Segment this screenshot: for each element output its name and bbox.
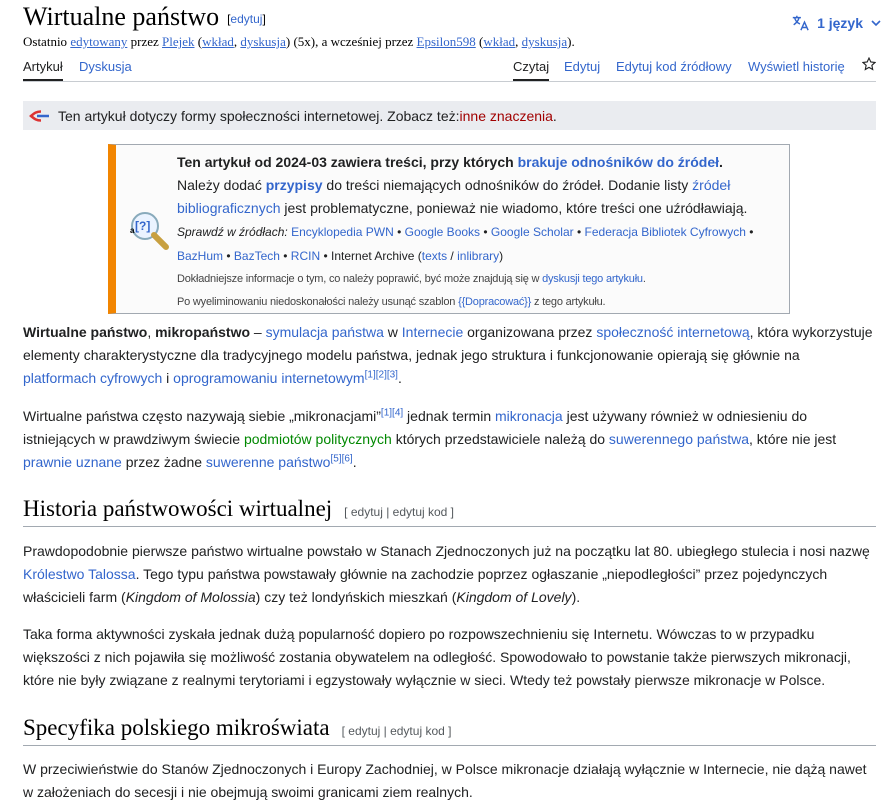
link-micronation[interactable]: mikronacja [495,408,563,424]
link-simulation[interactable]: symulacja państwa [265,324,384,340]
article-talk-link[interactable]: dyskusji tego artykułu [542,273,643,285]
chevron-down-icon [871,18,881,28]
disambiguation-link[interactable]: inne znaczenia [459,107,553,124]
source-link-pwn[interactable]: Encyklopedia PWN [291,225,394,239]
last-edit-info: Ostatnio edytowany przez Plejek (wkład, dyskusja) (5x), a wcześniej przez Epsilon598 (wkład, dyskusja). [23,34,575,49]
section-edit-links-2[interactable]: [ edytuj | edytuj kod ] [341,724,452,738]
section-heading-polish: Specyfika polskiego mikroświata [ edytuj | edytuj kod ] [23,715,876,746]
link-political-entities[interactable]: podmiotów politycznych [243,431,392,447]
disambiguation-icon [28,109,50,123]
user-link-plejek[interactable]: Plejek [162,34,195,49]
language-button-label: 1 język [817,15,863,31]
translate-icon [791,14,809,32]
paragraph-micronations: Wirtualne państwa często nazywają siebie „mikronacjami”[1][4] jednak termin mikronacja jest używany również w odniesieniu do istniejących w prawdziwym świecie podmiotów politycznych których przedstawiciele należą do suwerennego państwa, które nie jest prawnie uznane przez żadne suwerenne państwo[5][6]. [23,407,837,470]
link-sovereign-state[interactable]: suwerennego państwa [608,431,750,447]
contrib-link-2[interactable]: wkład [483,34,516,49]
template-link[interactable]: {{Dopracować}} [458,296,532,308]
tab-read[interactable]: Czytaj [513,59,549,81]
edited-link[interactable]: edytowany [70,34,128,49]
page-title-text: Wirtualne państwo [23,2,220,31]
page-title: Wirtualne państwo [edytuj] [23,2,266,31]
citation-refs-3[interactable]: [5][6] [330,453,353,465]
link-platforms[interactable]: platformach cyfrowych [23,370,163,386]
svg-text:[?]: [?] [135,219,151,233]
source-link-books[interactable]: Google Books [404,225,481,239]
language-button[interactable] [791,14,881,32]
notice-text: Ten artykuł od 2024-03 zawiera treści, przy których brakuje odnośników do źródeł. Należy dodać przypisy do treści niemających odnośników do źródeł. Dodanie listy źródeł bibliograficznych jest problematyczne, ponieważ nie wiadomo, które treści one uźródławiają. Sprawdź w źródłach: Encyklopedia PWN • Google Books • Google Scholar • Federacja Bibliotek Cyfrowych • BazHum • BazTech • RCIN • Internet Archive (texts / inlibrary) Dokładniejsze informacje o tym, co należy poprawić, być może znajdują się w dyskusji tego artykułu. Po wyeliminowaniu niedoskonałości należy usunąć szablon {{Dopracować}} z tego artykułu. [177,154,754,308]
tab-edit[interactable]: Edytuj [564,59,601,74]
magnifier-citation-icon [128,209,172,253]
citation-refs-2[interactable]: [1][4] [380,407,404,419]
svg-text:a: a [130,226,135,235]
tab-edit-source[interactable]: Edytuj kod źródłowy [616,59,732,74]
citation-refs-1[interactable]: [1][2][3] [364,369,398,381]
paragraph-polish: W przeciwieństwie do Stanów Zjednoczonych i Europy Zachodniej, w Polsce mikronacje działają wyłącznie w Internecie, nie dążą nawet w założeniach do secesji i nie obejmują swoimi granicami ziem realnych. [23,761,867,800]
talk-link-1[interactable]: dyskusja [240,34,286,49]
source-link-fbc[interactable]: Federacja Bibliotek Cyfrowych [584,225,746,239]
missing-sources-link[interactable]: brakuje odnośników do źródeł [517,154,720,170]
paragraph-intro: Wirtualne państwo, mikropaństwo – symulacja państwa w Internecie organizowana przez społeczność internetową, która wykorzystuje elementy charakterystyczne dla tradycyjnego modelu państwa, jednak jego struktura i funkcjonowanie opierają się głównie na platformach cyfrowych i oprogramowaniu internetowym[1][2][3]. [23,324,873,386]
tab-history[interactable]: Wyświetl historię [748,59,845,74]
bibliography-link[interactable]: źródeł bibliograficznych [177,177,731,216]
user-link-epsilon[interactable]: Epsilon598 [416,34,476,49]
title-edit-link[interactable]: edytuj [230,12,263,27]
link-community[interactable]: społeczność internetową [596,324,750,340]
link-talossa[interactable]: Królestwo Talossa [23,566,136,582]
source-link-rcin[interactable]: RCIN [290,249,321,263]
hatnote: Ten artykuł dotyczy formy społeczności internetowej. Zobacz też: inne znaczenia . [23,101,876,130]
section-heading-history: Historia państwowości wirtualnej [ edytuj | edytuj kod ] [23,496,876,527]
tab-discussion[interactable]: Dyskusja [79,59,132,74]
maintenance-notice [108,144,790,314]
contrib-link-1[interactable]: wkład [202,34,234,49]
paragraph-internet-era: Taka forma aktywności zyskała jednak dużą popularność dopiero po rozpowszechnieniu się Internetu. Wówczas to w przypadku większości z nich pojawiła się możliwość zostania obywatelem na odległość. Spowodowało to powstanie także pierwszych mikronacji, które nie były związane z realnymi terytoriami i egzystowały wyłącznie w sieci. Wtedy też powstały pierwsze mikronacje w Polsce. [23,626,851,688]
ia-texts-link[interactable]: texts [421,249,448,263]
footnotes-link[interactable]: przypisy [265,177,323,193]
page-tabs [23,55,876,82]
link-sovereign-states[interactable]: suwerenne państwo [205,454,331,470]
source-link-baztech[interactable]: BazTech [233,249,280,263]
talk-link-2[interactable]: dyskusja [521,34,568,49]
tab-article[interactable]: Artykuł [23,59,63,81]
star-icon[interactable] [862,57,876,71]
link-software[interactable]: oprogramowaniu internetowym [173,370,365,386]
link-legally-recognized[interactable]: prawnie uznane [23,454,122,470]
source-link-bazhum[interactable]: BazHum [177,249,224,263]
link-internet[interactable]: Internecie [401,324,464,340]
ia-inlibrary-link[interactable]: inlibrary [457,249,500,263]
paragraph-history: Prawdopodobnie pierwsze państwo wirtualne powstało w Stanach Zjednoczonych już na początku lat 80. ubiegłego stulecia i nosi nazwę Królestwo Talossa. Tego typu państwa powstawały głównie na zachodzie poprzez ogłaszanie „niepodległości” przez pojedynczych właścicieli farm (Kingdom of Molossia) czy też londyńskich mieszkań (Kingdom of Lovely). [23,543,870,605]
source-link-scholar[interactable]: Google Scholar [490,225,574,239]
section-edit-links[interactable]: [ edytuj | edytuj kod ] [344,505,455,519]
